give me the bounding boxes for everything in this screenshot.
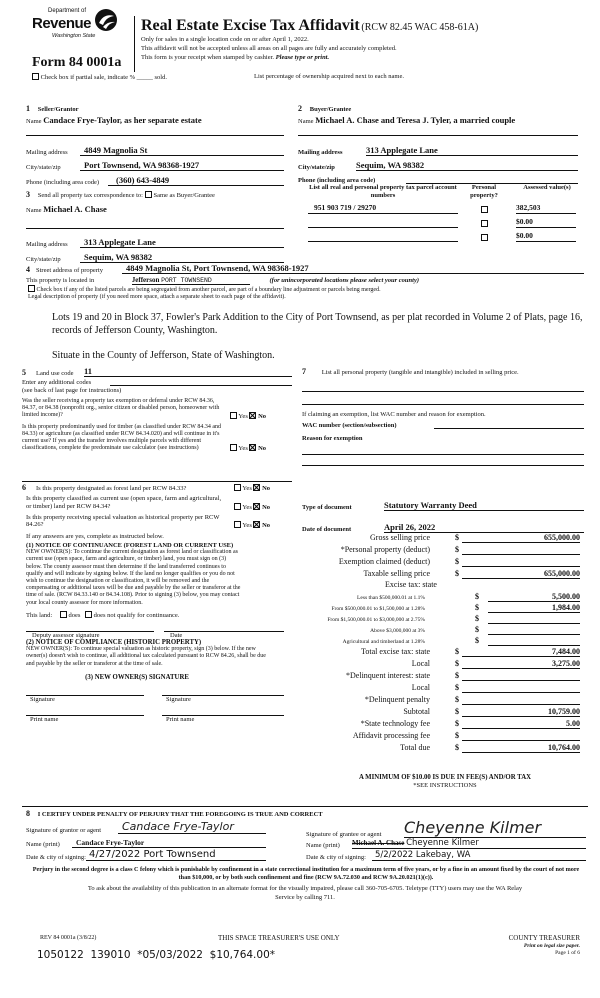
same-as-buyer-label: Same as Buyer/Grantee [153,192,215,199]
subtotal-field[interactable]: 10,759.00 [462,706,580,717]
yes-checkbox[interactable] [234,521,241,528]
forest-yes-no [234,484,270,492]
tax-row-taxable [300,567,600,579]
timber-question [22,424,292,453]
currency-symbol: $ [455,569,459,578]
tax-row-label: *State technology fee [360,719,430,728]
currency-symbol: $ [475,603,479,612]
new-owner-print-field-1[interactable] [26,715,144,723]
tax-row-label: *Delinquent penalty [364,695,430,704]
currency-symbol: $ [455,647,459,656]
currency-symbol: $ [455,545,459,554]
personal-property-checkbox[interactable] [481,220,488,227]
seller-header [26,104,284,113]
grantee-name-field[interactable] [352,838,586,849]
currency-symbol: $ [475,625,479,634]
correspondence-mailing-row [26,237,284,248]
delinquent-penalty-field[interactable] [462,694,580,705]
seller-phone-row [26,175,284,186]
document-type-row [302,500,584,511]
correspondence-name-row [26,204,284,214]
parcel-table-header [308,184,582,200]
mailing-label: Mailing address [298,149,343,156]
currency-symbol: $ [475,592,479,601]
location-city: PORT TOWNSEND [161,277,212,284]
additional-codes-note: (see back of last page for instructions) [22,387,122,394]
legal-label: Legal description of property (if you need more space, attach a separate sheet to each page of the affidavit). [28,294,286,300]
correspondence-city-row [26,252,284,263]
forest-question-text: Is this property designated as forest land per RCW 84.33? [36,485,187,492]
section-7 [302,366,584,466]
notice-1: Only for sales in a single location code on or after April 1, 2022. [141,36,309,43]
grantee-date-row [306,850,586,861]
grantor-date-field[interactable]: 4/27/2022 Port Townsend [86,849,266,861]
currency-symbol: $ [455,695,459,704]
buyer-city-field[interactable]: Sequim, WA 98382 [356,160,578,171]
currency-symbol: $ [455,557,459,566]
document-type-field[interactable]: Statutory Warranty Deed [384,500,584,511]
treasurer-space-label: THIS SPACE TREASURER'S USE ONLY [218,934,340,942]
partial-sale-label: Check box if partial sale, indicate % _____ sold. [40,74,167,81]
section-5-6-divider [22,481,292,482]
agency-line2: Revenue [32,15,92,32]
document-date-label: Date of document [302,526,352,533]
form-title: Real Estate Excise Tax Affidavit [141,17,360,34]
forest-question [22,483,294,492]
seller-mailing-field[interactable]: 4849 Magnolia St [80,145,284,156]
minimum-note: A MINIMUM OF $10.00 IS DUE IN FEE(S) AND/OR TAX [358,774,532,781]
tax-row-label: Agricultural and timberland at 1.28% [342,639,425,645]
buyer-phone-row [298,175,578,184]
situate-text: Situate in the County of Jefferson, State of Washington. [52,350,275,361]
tier2-tax-field[interactable]: 1,984.00 [488,602,580,613]
no-checkbox[interactable] [253,521,260,528]
grantor-name-field[interactable]: Candace Frye-Taylor [72,838,266,848]
correspondence-section [26,190,284,263]
no-label: No [262,522,271,530]
ownership-note: List percentage of ownership acquired next to each name. [254,73,404,80]
tax-row-label: Affidavit processing fee [352,731,430,740]
no-label: No [258,445,267,453]
section-number: 3 [26,190,30,199]
name-print-label: Name (print) [306,842,340,849]
buyer-mailing-row [298,145,578,156]
yes-label: Yes [242,485,252,492]
seller-name-line [26,135,284,136]
phone-label: Phone (including area code) [298,177,376,184]
signature-label: Signature [30,696,55,704]
no-label: No [262,485,271,492]
current-use-question [22,495,294,511]
document-date-field[interactable]: April 26, 2022 [384,522,584,533]
no-label: No [258,412,267,420]
currency-symbol: $ [455,731,459,740]
parcel-row [308,203,582,214]
new-owner-signature-row [22,695,294,703]
seller-name-row [26,115,284,125]
buyer-name-row [298,115,584,125]
tax-row-label: Local [411,683,430,692]
notice-3-italic: Please type or print. [275,54,330,61]
tax-row-label: From $500,000.01 to $1,500,000 at 1.28% [331,606,425,612]
correspondence-header [26,190,284,199]
reason-label: Reason for exemption [302,434,363,442]
name-label: Name [26,207,42,214]
print-name-label: Print name [166,716,195,724]
local-tax-field[interactable]: 3,275.00 [462,658,580,669]
personal-property-label-row [302,366,584,379]
gross-selling-price-field[interactable]: 655,000.00 [462,532,580,543]
name-label: Name [26,118,42,125]
date-city-label: Date & city of signing: [306,854,366,861]
county-treasurer-label: COUNTY TREASURER [508,934,580,942]
tax-row-label: *Delinquent interest: state [346,671,430,680]
new-owner-signature-title: (3) NEW OWNER(S) SIGNATURE [85,674,189,682]
grantee-signature-row [306,818,586,838]
current-use-question-text: Is this property classified as current use (open space, farm and agricultural, or timber) land per RCW 84.34? [26,495,222,510]
correspondence-name-line [26,228,284,229]
excise-tax-header: Excise tax: state [385,580,437,589]
parcel-account-field[interactable] [308,231,458,242]
signature-label: Signature [166,696,191,704]
tax-row-label: Local [411,659,430,668]
tax-row-total-due [300,741,600,753]
location-county: Jefferson [131,276,160,284]
section-number: 4 [26,265,30,274]
yes-label: Yes [242,522,252,530]
correspondence-city-field[interactable]: Sequim, WA 98382 [80,252,284,263]
page-number: Page 1 of 6 [555,950,580,956]
section-number: 8 [26,809,30,818]
segregated-checkbox[interactable] [28,285,35,292]
timber-yes-no [230,444,266,452]
yes-checkbox[interactable] [234,503,241,510]
mailing-label: Mailing address [26,149,68,156]
wac-label: WAC number (section/subsection) [302,421,397,429]
exemption-question [22,398,292,420]
exemption-label: If claiming an exemption, list WAC number and reason for exemption. [302,410,486,418]
historical-question-text: Is this property receiving special valuation as historical property per RCW 84.26? [26,513,220,529]
land-use-code-row [22,366,292,377]
currency-symbol: $ [475,636,479,645]
name-print-label: Name (print) [26,841,60,848]
currency-symbol: $ [475,614,479,623]
seller-section [26,104,284,186]
buyer-name-field[interactable]: Michael A. Chase and Teresa J. Tyler, a married couple [315,115,516,125]
tax-row-label: Exemption claimed (deduct) [338,557,430,566]
reason-line-1[interactable] [302,454,584,455]
exemption-yes-no [230,412,266,420]
currency-symbol: $ [455,743,459,752]
does-not-label: does not qualify for continuance. [93,611,180,619]
tax-row-penalty [300,693,600,705]
additional-codes-field[interactable] [110,378,292,386]
grantee-date-field[interactable]: 5/2/2022 Lakebay, WA [372,850,586,861]
total-due-field[interactable]: 10,764.00 [462,742,580,753]
deputy-date-field[interactable] [164,631,284,639]
does-not-checkbox[interactable] [85,611,92,618]
notice-2: This affidavit will not be accepted unless all areas on all pages are fully and accurately completed. [141,45,397,52]
grantee-name-handwritten: Cheyenne Kilmer [406,838,479,848]
parcel-table [308,184,582,242]
currency-symbol: $ [455,707,459,716]
notice-continuance-body: NEW OWNER(S): To continue the current designation as forest land or classification as current use (open space, farm and agriculture, or timber) land, you must sign on (3) below. The county assessor must then determine if the land transferred continues to qualify and will indicate by signing below. If the land no longer qualifies or you do not wish to continue the designation or classification, it will be removed and the compensating or additional taxes will be due and payable by the seller or transferor at the time of sale. (RCW 84.33.140 or 84.34.108). Prior to signing (3) below, you may contact your local county assessor for more information. [26,549,241,606]
date-label: Date [170,631,183,639]
name-label: Name [298,118,314,125]
section-number: 7 [302,367,306,376]
deputy-signature-row [22,631,294,639]
this-land-label: This land: [26,611,53,619]
no-checkbox[interactable] [249,412,256,419]
grantor-signature-row [26,820,266,834]
perjury-text: Perjury in the second degree is a class C felony which is punishable by confinement in a state correctional institution for a maximum term of five years, or by a fine in an amount fixed by the court of not more than $10,000, or by both such confinement and fine (RCW 9A.72.030 and RCW 9A.20.021(1)(c)). [32,866,580,882]
print-name-label: Print name [30,716,59,724]
new-owner-print-field-2[interactable] [162,715,284,723]
document-type-label: Type of document [302,504,352,511]
seller-city-row [26,160,284,171]
tax-row-personal [300,543,600,555]
tax-row-label: Total excise tax: state [361,647,430,656]
property-location-row [26,276,586,285]
yes-checkbox[interactable] [230,412,237,419]
property-location-select[interactable] [132,276,250,285]
if-yes-note: If any answers are yes, complete as instructed below. [26,533,164,541]
currency-symbol: $ [455,533,459,542]
unincorporated-note: (for unincorporated locations please select your county) [269,277,419,284]
yes-label: Yes [242,503,252,511]
mailing-label: Mailing address [26,241,68,248]
grantee-name-struck: Michael A. Chase [352,839,405,847]
tax-row-label: *Personal property (deduct) [340,545,430,554]
personal-property-line-1[interactable] [302,391,584,392]
city-label: City/state/zip [298,164,335,171]
seller-phone-field[interactable]: (360) 643-4849 [108,175,284,186]
phone-label: Phone (including area code) [26,179,100,186]
notice-3 [141,54,329,61]
parcel-col-account: List all real and personal property tax parcel account numbers [309,184,457,199]
assessed-value-field[interactable]: 382,503 [516,203,576,214]
tax-row-label: Total due [400,743,430,752]
correspondence-mailing-field[interactable]: 313 Applegate Lane [80,237,284,248]
date-city-label: Date & city of signing: [26,854,86,861]
form-title-ref: (RCW 82.45 WAC 458-61A) [361,22,479,33]
new-owner-signature-field-1[interactable] [26,695,144,703]
tax-row-local [300,657,600,669]
partial-sale-checkbox[interactable] [32,73,39,80]
no-checkbox[interactable] [253,484,260,491]
tax-row-label: Gross selling price [370,533,430,542]
buyer-header [298,104,584,113]
section-number: 6 [22,483,26,492]
perjury-notice [26,866,586,882]
notice-compliance-body: NEW OWNER(S): To continue special valuation as historic property, sign (3) below. If the new owner(s) doesn't wish to continue, all additional tax calculated pursuant to RCW 84.26, shall be due and payable by the seller or transferor at the time of sale. [26,645,266,667]
same-as-buyer-checkbox[interactable] [145,191,152,198]
tax-row-total-state [300,645,600,657]
continuance-row [22,611,294,619]
total-excise-state-field[interactable]: 7,484.00 [462,646,580,657]
grantee-signature-field[interactable]: Cheyenne Kilmer [404,818,586,838]
tax-row-label: Taxable selling price [363,569,430,578]
tax-row-label: Above $3,000,000 at 3% [370,628,425,634]
land-use-code-label: Land use code [36,370,74,377]
wac-field[interactable] [434,421,584,429]
segregated-label: Check box if any of the listed parcels are being segregated from another parcel, are part of a boundary line adjustment or parcels being merged. [36,287,381,293]
form-number: Form 84 0001a [32,55,122,70]
tax-row-gross [300,531,600,543]
no-label: No [262,503,271,511]
property-street-field[interactable]: 4849 Magnolia St, Port Townsend, WA 98368-1927 [122,263,584,274]
correspondence-label: Send all property tax correspondence to: [37,192,143,199]
section-8-divider [22,806,588,807]
city-label: City/state/zip [26,164,61,171]
seller-mailing-row [26,145,284,156]
form-revision: REV 84 0001a (3/8/22) [40,935,97,941]
tax-row-label: From $1,500,000.01 to $3,000,000 at 2.75% [327,617,425,623]
agency-line3: Washington State [52,33,96,39]
grantor-name-row [26,838,266,848]
no-checkbox[interactable] [249,444,256,451]
does-label: does [68,611,81,619]
wac-row [302,421,584,429]
dor-logo [30,6,120,44]
located-label: This property is located in [26,277,95,284]
legal-description-field[interactable]: Lots 19 and 20 in Block 37, Fowler's Park Addition to the City of Port Townsend, as per plat recorded in Volume 2 of Plats, page 16, records of Jefferson County, Washington. [52,312,583,336]
new-owner-print-row [22,715,294,723]
new-owner-signature-field-2[interactable] [162,695,284,703]
currency-symbol: $ [455,659,459,668]
currency-symbol: $ [455,719,459,728]
processing-fee-field[interactable] [462,730,580,741]
header-divider [134,16,135,72]
property-street-row [26,263,584,274]
tax-row-label: Subtotal [403,707,430,716]
technology-fee-field[interactable]: 5.00 [462,718,580,729]
land-use-code-field[interactable]: 11 [84,366,292,377]
assessed-value-field[interactable]: $0.00 [516,231,576,242]
grantee-signature-label: Signature of grantee or agent [306,831,382,838]
grantor-date-row [26,849,266,861]
receipt-stamp: 1050122 139010 *05/03/2022 $10,764.00* [37,949,276,961]
section-title: Buyer/Grantee [309,106,352,113]
tier1-tax-field[interactable]: 5,500.00 [488,591,580,602]
buyer-city-row [298,160,578,171]
buyer-phone-field[interactable] [406,175,578,184]
additional-codes-label: Enter any additional codes [22,379,92,386]
deputy-signature-field[interactable] [26,631,154,639]
dor-swoosh-icon [94,8,118,32]
section-number: 5 [22,368,26,377]
land-use-section [22,366,292,452]
street-label: Street address of property [36,267,103,274]
grantee-name-row [306,838,586,849]
does-checkbox[interactable] [60,611,67,618]
historical-question [22,514,294,530]
see-instructions: *SEE INSTRUCTIONS [413,782,477,789]
tax-row-exemption [300,555,600,567]
notice-compliance-title: (2) NOTICE OF COMPLIANCE (HISTORIC PROPERTY) [26,638,202,646]
tax-row-delinquent-state [300,669,600,681]
no-checkbox[interactable] [253,503,260,510]
personal-property-line-2[interactable] [302,404,584,405]
buyer-section [298,104,584,184]
taxable-selling-price-field[interactable]: 655,000.00 [462,568,580,579]
seller-city-field[interactable]: Port Townsend, WA 98368-1927 [80,160,284,171]
section-title: Seller/Grantor [37,106,79,113]
agency-line1: Department of [48,8,87,14]
delinquent-interest-state-field[interactable] [462,670,580,681]
certify-statement: I CERTIFY UNDER PENALTY OF PERJURY THAT THE FOREGOING IS TRUE AND CORRECT [37,811,323,818]
exemption-claimed-field[interactable] [462,556,580,567]
parcel-col-personal: Personal property? [470,184,498,199]
buyer-name-line [298,135,578,136]
segregated-row [28,285,588,293]
assessed-value-field[interactable]: $0.00 [516,217,576,228]
parcel-account-field[interactable]: 951 903 719 / 29270 [308,203,458,214]
buyer-mailing-field[interactable]: 313 Applegate Lane [366,145,578,156]
tax-row-delinquent-local [300,681,600,693]
correspondence-name-field[interactable]: Michael A. Chase [43,204,107,214]
notice-3-text: This form is your receipt when stamped by cashier. [141,54,275,61]
parcel-col-assessed: Assessed value(s) [523,184,571,191]
tax-row-processing-fee [300,729,600,741]
certify-header [26,809,323,818]
parcel-row [308,217,582,228]
print-note: Print on legal size paper. [523,943,580,949]
tax-row-label: Less than $500,000.01 at 1.1% [357,595,425,601]
section-6 [22,483,294,723]
section-number: 1 [26,104,30,113]
form-title-block [141,17,478,35]
yes-label: Yes [238,445,248,453]
parcel-account-field[interactable] [308,217,458,228]
yes-checkbox[interactable] [230,444,237,451]
accessibility-notice: To ask about the availability of this publication in an alternate format for the visually impaired, please call 360-705-6705. Teletype (TTY) users may use the WA Relay Service by calling 711. [87,885,523,902]
historical-yes-no [234,521,270,529]
exemption-question-text: Was the seller receiving a property tax exemption or deferral under RCW 84.36, 84.37, or 84.38 (nonprofit org., senior citizen or disabled person, homeowner with limited income)? [22,398,220,419]
timber-question-text: Is this property predominantly used for timber (as classified under RCW 84.34 and 84.33) or agriculture (as classified under RCW 84.34.020) and will continue in it's current use? If yes and the transfer involves multiple parcels with different classifications, complete the predominate use calculator (see instructions) [22,423,222,452]
deputy-label: Deputy assessor signature [32,631,100,639]
yes-checkbox[interactable] [234,484,241,491]
personal-property-checkbox[interactable] [481,234,488,241]
delinquent-interest-local-field[interactable] [462,682,580,693]
grantor-signature-field[interactable]: Candace Frye-Taylor [118,820,266,834]
grantor-signature-label: Signature of grantor or agent [26,827,102,834]
city-label: City/state/zip [26,256,61,263]
personal-property-label: List all personal property (tangible and intangible) included in selling price. [321,369,519,376]
personal-property-checkbox[interactable] [481,206,488,213]
reason-line-2[interactable] [302,465,584,466]
currency-symbol: $ [455,671,459,680]
current-use-yes-no [234,503,270,511]
partial-sale-row [32,73,167,81]
seller-name-field[interactable]: Candace Frye-Taylor, as her separate estate [43,115,202,125]
parcel-row [308,231,582,242]
tax-row-subtotal [300,705,600,717]
additional-codes-row [22,378,292,386]
yes-label: Yes [238,412,248,420]
notice-continuance-title: (1) NOTICE OF CONTINUANCE (FOREST LAND OR CURRENT USE) [26,542,234,550]
tax-row-technology-fee [300,717,600,729]
currency-symbol: $ [455,683,459,692]
section-number: 2 [298,104,302,113]
personal-property-deduct-field[interactable] [462,544,580,555]
